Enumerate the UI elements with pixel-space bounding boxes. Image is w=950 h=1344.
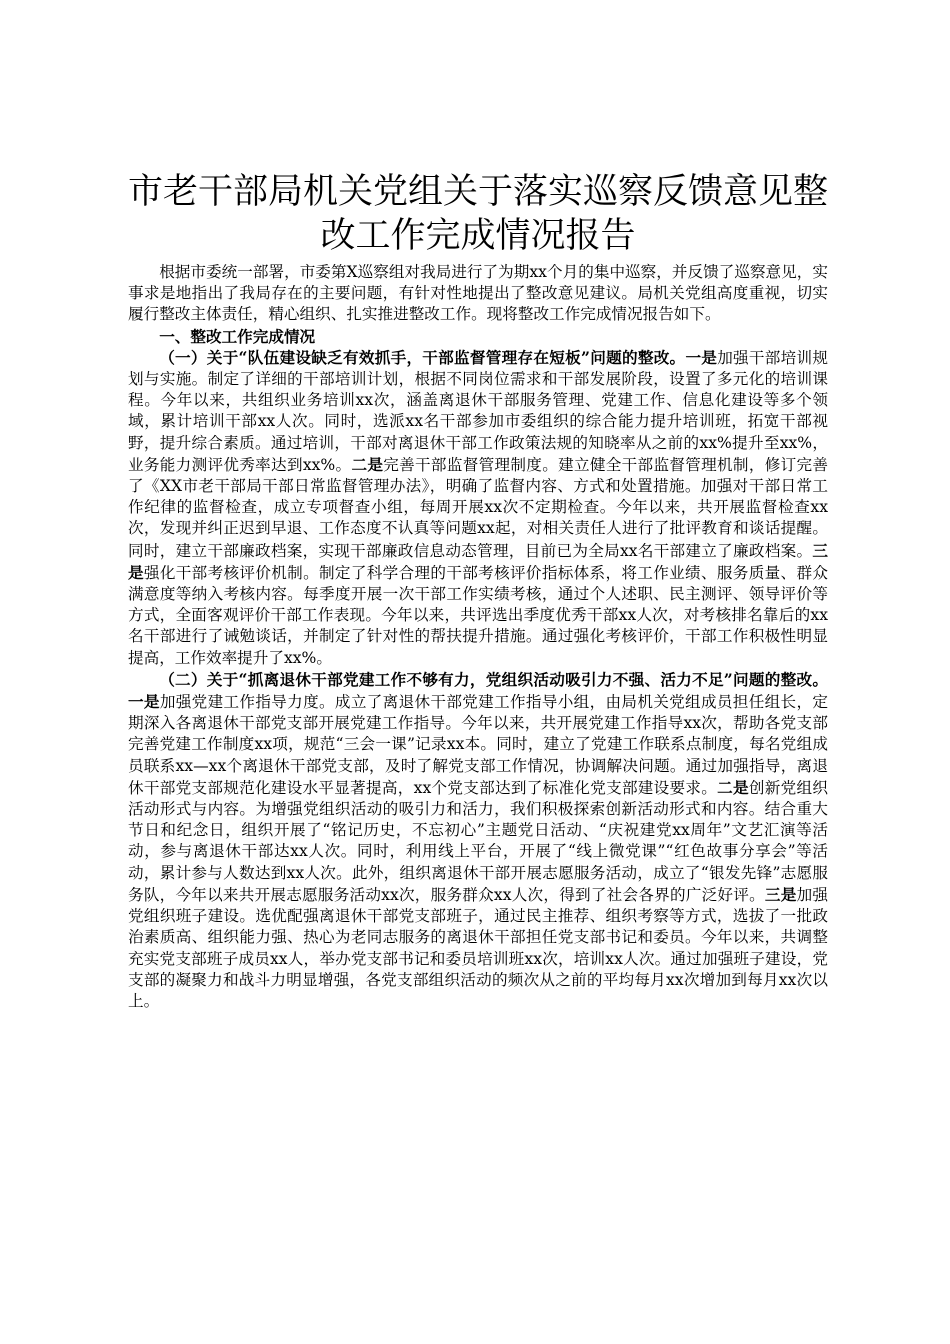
- part1-heading: （一）关于“队伍建设缺乏有效抓手，干部监督管理存在短板”问题的整改。: [159, 347, 686, 367]
- document-title: 市老干部局机关党组关于落实巡察反馈意见整改工作完成情况报告: [128, 172, 829, 256]
- part2-text-3: 加强党组织班子建设。选优配强离退休干部党支部班子，通过民主推荐、组织考察等方式，选拔了一批政治素质高、组织能力强、热心为老同志服务的离退休干部担任党支部书记和委员。今年以来，共调整充实党支部班子成员xx人，举办党支部书记和委员培训班xx次，培训xx人次。通过加强班子建设，党支部的凝聚力和战斗力明显增强，各党支部组织活动的频次从之前的平均每月xx次增加到每月xx次以上。: [128, 885, 828, 1010]
- part2-text-2: 创新党组织活动形式与内容。为增强党组织活动的吸引力和活力，我们积极探索创新活动形式和内容。结合重大节日和纪念日，组织开展了“铭记历史，不忘初心”主题党日活动、“庆祝建党xx周年”文艺汇演等活动，参与离退休干部达xx人次。同时，利用线上平台，开展了“线上微党课”“红色故事分享会”等活动，累计参与人数达到xx人次。此外，组织离退休干部开展志愿服务活动，成立了“银发先锋”志愿服务队，今年以来共开展志愿服务活动xx次，服务群众xx人次，得到了社会各界的广泛好评。: [128, 778, 828, 904]
- part1-text-3: 强化干部考核评价机制。制定了科学合理的干部考核评价指标体系，将工作业绩、服务质量、群众满意度等纳入考核内容。每季度开展一次干部工作实绩考核，通过个人述职、民主测评、领导评价等方式，全面客观评价干部工作表现。今年以来，共评选出季度优秀干部xx人次，对考核排名靠后的xx名干部进行了诫勉谈话，并制定了针对性的帮扶提升措施。通过强化考核评价，干部工作积极性明显提高，工作效率提升了xx%。: [128, 563, 828, 667]
- document-body: [128, 170, 828, 1012]
- part1-marker-3: 三是: [128, 540, 828, 582]
- part2-marker-1: 一是: [128, 692, 160, 712]
- part1-paragraph: [128, 347, 828, 669]
- part1-marker-1: 一是: [685, 347, 718, 367]
- part2-marker-3: 三是: [764, 884, 797, 904]
- intro-paragraph: 根据市委统一部署，市委第Ⅹ巡察组对我局进行了为期xx个月的集中巡察，并反馈了巡察意见，实事求是地指出了我局存在的主要问题，有针对性地提出了整改意见建议。局机关党组高度重视，切实履行整改主体责任，精心组织、扎实推进整改工作。现将整改工作完成情况报告如下。: [128, 263, 828, 324]
- part2-text-1: 加强党建工作指导力度。成立了离退休干部党建工作指导小组，由局机关党组成员担任组长，定期深入各离退休干部党支部开展党建工作指导。今年以来，共开展党建工作指导xx次，帮助各党支部完善党建工作制度xx项，规范“三会一课”记录xx本。同时，建立了党建工作联系点制度，每名党组成员联系xx—xx个离退休干部党支部，及时了解党支部工作情况，协调解决问题。通过加强指导，离退休干部党支部规范化建设水平显著提高，xx个党支部达到了标准化党支部建设要求。: [128, 693, 828, 797]
- part2-marker-2: 二是: [717, 777, 749, 797]
- part2-heading: （二）关于“抓离退休干部党建工作不够有力，党组织活动吸引力不强、活力不足”问题的整改。: [159, 669, 828, 689]
- part1-text-1: 加强干部培训规划与实施。制定了详细的干部培训计划，根据不同岗位需求和干部发展阶段，设置了多元化的培训课程。今年以来，共组织业务培训xx次，涵盖离退休干部服务管理、党建工作、信息化建设等多个领域，累计培训干部xx人次。同时，选派xx名干部参加市委组织的综合能力提升培训班，拓宽干部视野，提升综合素质。通过培训，干部对离退休干部工作政策法规的知晓率从之前的xx%提升至xx%，业务能力测评优秀率达到xx%。: [128, 348, 828, 474]
- part2-paragraph: [128, 669, 828, 1012]
- section-heading: 一、整改工作完成情况: [159, 326, 316, 346]
- part1-marker-2: 二是: [351, 454, 384, 474]
- part1-text-2: 完善干部监督管理制度。建立健全干部监督管理机制，修订完善了《XX市老干部局干部日常监督管理办法》，明确了监督内容、方式和处置措施。加强对干部日常工作纪律的监督检查，成立专项督查小组，每周开展xx次不定期检查。今年以来，共开展监督检查xx次，发现并纠正迟到早退、工作态度不认真等问题xx起，对相关责任人进行了批评教育和谈话提醒。同时，建立干部廉政档案，实现干部廉政信息动态管理，目前已为全局xx名干部建立了廉政档案。: [128, 455, 828, 560]
